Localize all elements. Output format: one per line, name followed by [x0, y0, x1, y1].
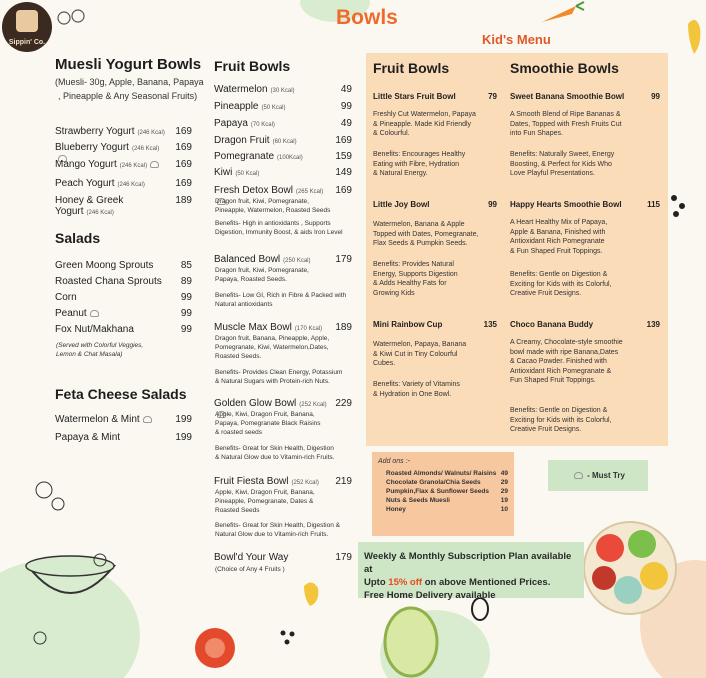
menu-item: Corn 99: [55, 292, 192, 303]
menu-item: Golden Glow Bowl (252 Kcal) 229: [214, 398, 352, 420]
item-benefits: Benefits- High in antioxidants , Supports: [215, 220, 331, 227]
kids-menu-item: Choco Banana Buddy 139: [510, 320, 660, 329]
salad-bowl-illustration: [580, 508, 680, 626]
item-description: Dragon fruit, Kiwi, Pomegranate,: [215, 267, 309, 274]
must-try-label: - Must Try: [587, 471, 625, 480]
item-benefits: Benefits: Variety of Vitamins & Hydration in One Bowl.: [373, 381, 460, 398]
kids-menu-item: Little Stars Fruit Bowl 79: [373, 92, 497, 101]
menu-item: Kiwi (50 Kcal) 149: [214, 167, 352, 178]
subscription-line: Weekly & Monthly Subscription Plan available at: [364, 551, 572, 575]
menu-item: Muscle Max Bowl (170 Kcal) 189: [214, 322, 352, 333]
item-benefits: Benefits- Great for Skin Health, Digestion: [215, 445, 334, 452]
item-description: Apple, Kiwi, Dragon Fruit, Banana,: [215, 489, 315, 496]
subscription-line: Free Home Delivery available: [364, 590, 496, 601]
kids-fruit-bowls-title: Fruit Bowls: [373, 60, 450, 76]
pepper-icon: [300, 578, 322, 608]
carrot-icon: [538, 0, 586, 26]
addon-item: Pumpkin,Flax & Sunflower Seeds 29: [386, 488, 508, 495]
addon-item: Roasted Almonds/ Walnuts/ Raisins 49: [386, 470, 508, 477]
item-benefits: Benefits- Great for Skin Health, Digestion &: [215, 522, 341, 529]
menu-item: Papaya & Mint 199: [55, 432, 192, 443]
menu-item: Blueberry Yogurt (246 Kcal) 169: [55, 142, 192, 164]
item-benefits: & Natural Glow due to Vitamin-rich Fruits.: [215, 454, 335, 461]
item-benefits: Digestion, Immunity Boost, & aids Iron Level: [215, 229, 343, 236]
salads-title: Salads: [55, 230, 101, 246]
kids-menu-item: Little Joy Bowl 99: [373, 200, 497, 209]
menu-item: Green Moong Sprouts 85: [55, 260, 192, 271]
must-try-icon: [90, 310, 99, 317]
item-description: Roasted Seeds: [215, 507, 260, 514]
item-benefits: & Natural Sugars with Protein-rich Nuts.: [215, 378, 330, 385]
must-try-icon: [150, 161, 159, 168]
item-description: Watermelon, Banana & Apple Topped with Dates, Pomegranate, Flax Seeds & Pumpkin Seeds.: [373, 221, 479, 247]
item-benefits: Benefits- Provides Clean Energy, Potassium: [215, 369, 343, 376]
muesli-subtitle: (Muesli- 30g, Apple, Banana, Papaya: [55, 77, 204, 87]
item-description: A Smooth Blend of Ripe Bananas & Dates, Topped with Fresh Fruits Cut into Fun Shapes.: [510, 111, 622, 137]
item-description: A Heart Healthy Mix of Papaya, Apple & Banana, Finished with Antioxidant Rich Pomegranate & Fun Shaped Fruit Toppings.: [510, 219, 608, 255]
menu-item: Watermelon & Mint 199: [55, 414, 192, 425]
item-description: Papaya, Pomegranate Black Raisins: [215, 420, 321, 427]
muesli-title: Muesli Yogurt Bowls: [55, 56, 202, 73]
item-benefits: Benefits: Provides Natural Energy, Supports Digestion & Adds Healthy Fats for Growing Kids: [373, 261, 458, 297]
menu-item: Roasted Chana Sprouts 89: [55, 276, 192, 287]
item-description: A Creamy, Chocolate-style smoothie bowl made with ripe Banana,Dates & Cacao Powder. Finished with Antioxidant Rich Pomegranate & Fun Shaped Fruit Toppings.: [510, 339, 623, 384]
item-description: Pineapple, Watermelon, Roasted Seeds: [215, 207, 331, 214]
menu-item: Peach Yogurt (246 Kcal) 169: [55, 178, 192, 189]
menu-item: Pineapple (50 Kcal) 99: [214, 101, 352, 112]
item-description: Dragon fruit, Banana, Pineapple, Apple,: [215, 335, 330, 342]
item-description: Dragon fruit, Kiwi, Pomegranate,: [215, 198, 309, 205]
item-benefits: Benefits: Gentle on Digestion & Exciting for Kids with its Colorful, Creative Fruit Designs.: [510, 407, 612, 433]
item-description: Pomegranate, Kiwi, Watermelon,Dates,: [215, 344, 329, 351]
addons-box: [372, 452, 514, 536]
addon-item: Nuts & Seeds Muesli 19: [386, 497, 508, 504]
menu-item: Papaya (70 Kcal) 49: [214, 118, 352, 129]
kids-menu-item: Happy Hearts Smoothie Bowl 115: [510, 200, 660, 209]
menu-item: Fox Nut/Makhana 99: [55, 324, 192, 335]
item-benefits: Natural antioxidants: [215, 301, 273, 308]
menu-item: Peanut 99: [55, 308, 192, 319]
lemon-icon: [56, 6, 88, 28]
feta-title: Feta Cheese Salads: [55, 386, 187, 402]
subscription-line: Upto 15% off on above Mentioned Prices.: [364, 577, 551, 588]
item-description: Roasted Seeds.: [215, 353, 262, 360]
brand-logo: [2, 2, 52, 52]
item-description: Freshly Cut Watermelon, Papaya & Pineapple. Made Kid Friendly & Colourful.: [373, 111, 476, 137]
kids-smoothie-bowls-title: Smoothie Bowls: [510, 60, 619, 76]
yogurt-bowl-illustration: [10, 470, 130, 650]
item-description: (Choice of Any 4 Fruits ): [215, 566, 285, 573]
item-description: Papaya, Roasted Seeds.: [215, 276, 287, 283]
menu-item: Balanced Bowl (250 Kcal) 179: [214, 254, 352, 265]
fruit-bowls-title: Fruit Bowls: [214, 58, 291, 74]
menu-item: Fresh Detox Bowl (265 Kcal) 169: [214, 185, 352, 207]
tomato-icon: [190, 620, 240, 670]
item-description: & roasted seeds: [215, 429, 262, 436]
menu-item: Fruit Fiesta Bowl (252 Kcal) 219: [214, 476, 352, 487]
subscription-banner: [358, 542, 584, 601]
addons-title: Add ons :-: [378, 458, 410, 465]
muesli-subtitle: , Pineapple & Any Seasonal Fruits): [58, 91, 198, 101]
item-benefits: Benefits- Low GI, Rich in Fibre & Packed with: [215, 292, 347, 299]
kids-menu-item: Mini Rainbow Cup 135: [373, 320, 497, 329]
menu-item: Pomegranate (100Kcal) 159: [214, 151, 352, 162]
cup-icon: [16, 10, 38, 32]
menu-item: Watermelon (30 Kcal) 49: [214, 84, 352, 95]
menu-item: Mango Yogurt (246 Kcal) 169: [55, 159, 192, 170]
avocado-icon: [380, 600, 442, 678]
addon-item: Chocolate Granola/Chia Seeds 29: [386, 479, 508, 486]
item-benefits: Benefits: Naturally Sweet, Energy Boosting, & Perfect for Kids Who Love Playful Presentations.: [510, 151, 615, 177]
item-benefits: Benefits: Gentle on Digestion & Exciting for Kids with its Colorful, Creative Fruit Designs.: [510, 271, 612, 297]
menu-item: Bowl'd Your Way 179: [214, 552, 352, 563]
item-benefits: Natural Glow due to Vitamin-rich Fruits.: [215, 531, 329, 538]
salads-note: Lemon & Chat Masala): [56, 351, 123, 358]
must-try-legend: [548, 460, 648, 491]
salads-note: (Served with Colorful Veggies,: [56, 342, 144, 349]
item-description: Pineapple, Pomegranate, Dates &: [215, 498, 314, 505]
section-title-kids-menu: Kid's Menu: [482, 32, 551, 47]
brand-name: Sippin' Co.: [8, 39, 46, 46]
item-description: Watermelon, Papaya, Banana & Kiwi Cut in Tiny Colourful Cubes.: [373, 341, 467, 367]
menu-item: Dragon Fruit (60 Kcal) 169: [214, 135, 352, 146]
section-title-bowls: Bowls: [336, 6, 398, 29]
item-benefits: Benefits: Encourages Healthy Eating with Fibre, Hydration & Natural Energy.: [373, 151, 466, 177]
menu-item: Strawberry Yogurt (246 Kcal) 169: [55, 126, 192, 137]
must-try-icon: [143, 416, 152, 423]
pepper-icon: [684, 14, 704, 58]
item-description: Apple, Kiwi, Dragon Fruit, Banana,: [215, 411, 315, 418]
addon-item: Honey 10: [386, 506, 508, 513]
kids-menu-item: Sweet Banana Smoothie Bowl 99: [510, 92, 660, 101]
menu-item: Honey & Greek Yogurt (246 Kcal) 189: [55, 195, 192, 217]
must-try-icon: [574, 472, 583, 479]
decor-dots: [668, 190, 692, 220]
decor-dots: [278, 628, 298, 648]
